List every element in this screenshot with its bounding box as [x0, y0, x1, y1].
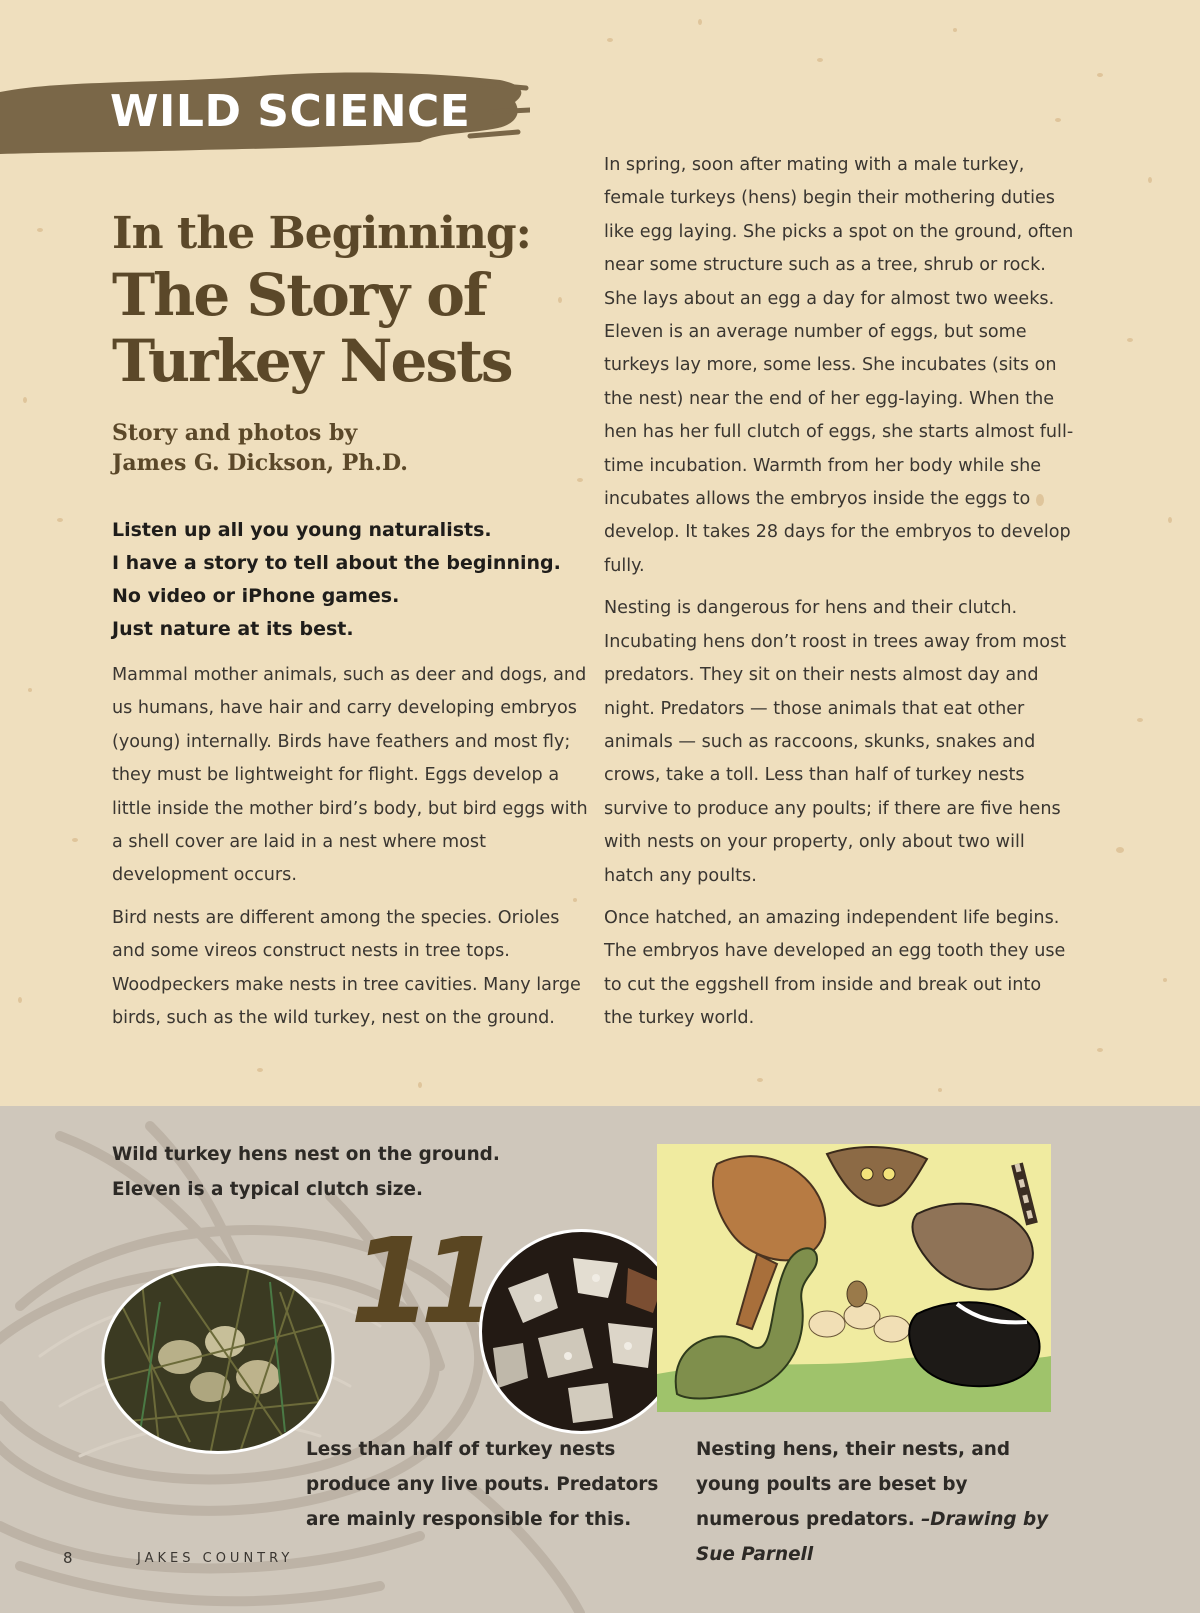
- clutch-size-number: 11: [350, 1212, 491, 1350]
- body-paragraph: In spring, soon after mating with a male turkey, female turkeys (hens) begin their mothering duties like egg laying. She picks a spot on the ground, often near some structure such as a tree, shrub or rock. She lays about an egg a day for almost two weeks. Eleven is an average number of eggs, but some turkeys lay more, some less. She incubates (sits on the nest) near the end of her egg-laying. When the hen has her full clutch of eggs, she starts almost full-time incubation. Warmth from her body while she incubates allows the embryos inside the eggs to develop. It takes 28 days for the embryos to develop fully.: [604, 155, 1074, 576]
- body-paragraph: Nesting is dangerous for hens and their clutch. Incubating hens don’t roost in trees away from most predators. They sit on their nests almost day and night. Predators — those animals that eat other animals — such as raccoons, skunks, snakes and crows, take a toll. Less than half of turkey nests survive to produce any poults; if there are five hens with nests on your property, only about two will hatch any poults.: [604, 598, 1067, 886]
- body-paragraph: Once hatched, an amazing independent life begins. The embryos have developed an egg tooth they use to cut the eggshell from inside and break out into the turkey world.: [604, 907, 1066, 1029]
- magazine-name: JAKES COUNTRY: [137, 1551, 294, 1566]
- caption-drawing: [696, 1432, 1076, 1572]
- nest-eggs-photo: [100, 1262, 336, 1455]
- article-title: The Story of Turkey Nests: [112, 261, 512, 395]
- eggshells-photo: [478, 1228, 685, 1435]
- body-paragraph: Mammal mother animals, such as deer and dogs, and us humans, have hair and carry developing embryos (young) internally. Birds have feathers and most fly; they must be lightweight for flight. Eggs develop a little inside the mother bird’s body, but bird eggs with a shell cover are laid in a nest where most development occurs.: [112, 665, 588, 886]
- article-kicker: In the Beginning:: [112, 208, 531, 259]
- intro-line: No video or iPhone games.: [112, 585, 400, 607]
- drawing-credit: –Drawing by Sue Parnell: [696, 1509, 1049, 1565]
- caption-line: Eleven is a typical clutch size.: [112, 1179, 423, 1200]
- body-column-left: [112, 659, 592, 1044]
- caption-nest: [112, 1137, 532, 1207]
- caption-eggshells: Less than half of turkey nests produce any live pouts. Predators are mainly responsible for this.: [306, 1439, 659, 1530]
- predators-drawing: [657, 1144, 1051, 1412]
- page-number: 8: [63, 1549, 73, 1567]
- intro-line: Listen up all you young naturalists.: [112, 519, 492, 541]
- caption-line: Wild turkey hens nest on the ground.: [112, 1144, 500, 1165]
- body-paragraph: Bird nests are different among the species. Orioles and some vireos construct nests in tree tops. Woodpeckers make nests in tree cavities. Many large birds, such as the wild turkey, nest on the ground.: [112, 907, 581, 1029]
- byline-line-1: Story and photos by: [112, 420, 358, 446]
- byline: [112, 418, 408, 478]
- byline-author: James G. Dickson, Ph.D.: [112, 450, 408, 476]
- intro-line: Just nature at its best.: [112, 618, 354, 640]
- section-label: WILD SCIENCE: [110, 86, 471, 137]
- intro-verse: [112, 514, 592, 646]
- intro-line: I have a story to tell about the beginning.: [112, 552, 561, 574]
- caption-drawing-text: Nesting hens, their nests, and young poults are beset by numerous predators.: [696, 1439, 1010, 1530]
- body-column-right: [604, 149, 1074, 1045]
